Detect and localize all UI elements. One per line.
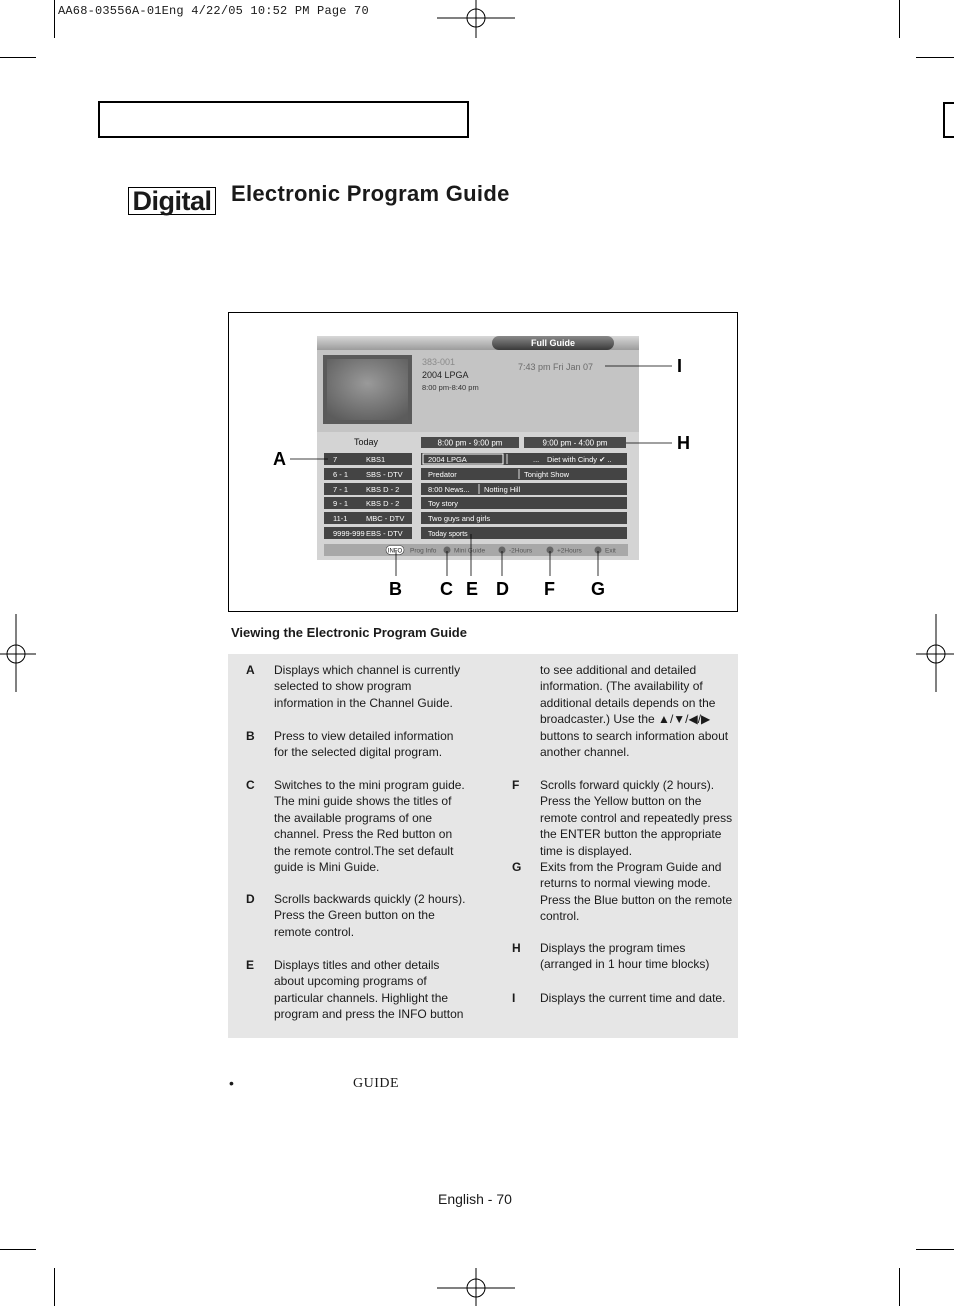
channel-number: 9 - 1 [333, 499, 349, 508]
item-letter: A [246, 663, 255, 677]
callout-f: F [544, 579, 555, 599]
full-guide-tab-label: Full Guide [531, 338, 575, 348]
program-cell[interactable]: Predator [428, 470, 457, 479]
callout-c: C [440, 579, 453, 599]
callout-i: I [677, 356, 683, 376]
guide-grid-area [317, 432, 639, 560]
item-letter: F [512, 778, 520, 792]
print-header: AA68-03556A-01Eng 4/22/05 10:52 PM Page 70 [58, 4, 369, 18]
program-guide-screen [228, 312, 738, 612]
item-letter: C [246, 778, 255, 792]
plus-2hours-label: +2Hours [557, 547, 582, 555]
info-badge-label: INFO [387, 548, 403, 555]
item-text: Press to view detailed information for the selected digital program. [274, 729, 454, 760]
channel-number: 7 - 1 [333, 485, 349, 494]
item-letter: G [512, 860, 522, 874]
program-cell[interactable]: ... [533, 455, 540, 464]
program-cell[interactable]: Notting Hill [484, 485, 521, 494]
channel-name: KBS D - 2 [366, 485, 400, 494]
channel-number: 6 - 1 [333, 470, 349, 479]
exit-label: Exit [605, 547, 616, 555]
callout-d: D [496, 579, 509, 599]
program-cell[interactable]: 2004 LPGA [428, 455, 467, 464]
section-header-box [98, 101, 469, 138]
minus-2hours-label: -2Hours [509, 547, 533, 555]
channel-number: 9999-999 [333, 529, 365, 538]
prog-info-label: Prog Info [410, 547, 437, 555]
channel-number: 7 [333, 455, 338, 464]
item-letter: H [512, 941, 521, 955]
item-text: Displays the program times (arranged in 1 hour time blocks) [540, 941, 710, 972]
callout-b: B [389, 579, 402, 599]
callout-e: E [466, 579, 479, 599]
time-slot-1-label: 8:00 pm - 9:00 pm [437, 438, 503, 448]
item-text: Exits from the Program Guide and returns to normal viewing mode. Press the Blue button on the remote control. [540, 860, 733, 924]
item-text: Displays which channel is currently selected to show program information in the Channel Guide. [274, 663, 461, 710]
today-label: Today [354, 437, 379, 447]
callout-a: A [273, 449, 286, 469]
item-text: to see additional and detailed information. (The availability of additional details depends on the broadcaster.) Use the ▲/▼/◀/▶ buttons to search information about another channel. [540, 663, 729, 760]
item-text: Scrolls forward quickly (2 hours). Press the Yellow button on the remote control and repeatedly press the ENTER button the appropriate time is displayed. [540, 778, 733, 858]
guide-button-word: GUIDE [353, 1076, 400, 1091]
program-cell[interactable]: Toy story [428, 499, 459, 508]
page-title: Electronic Program Guide [231, 181, 510, 206]
item-letter: D [246, 892, 255, 906]
description-panel [228, 654, 738, 1038]
program-cell[interactable]: Today sports [428, 531, 468, 538]
digital-badge: Digital [128, 187, 216, 215]
item-letter: B [246, 729, 255, 743]
preview-channel-number: 383-001 [422, 357, 456, 367]
page-edge-tab [943, 102, 954, 138]
item-text: Displays titles and other details about upcoming programs of particular channels. Highlight the program and press the INFO button [274, 958, 464, 1022]
callout-g: G [591, 579, 606, 599]
program-cell[interactable]: Tonight Show [524, 470, 570, 479]
preview-program-title: 2004 LPGA [422, 370, 469, 380]
preview-window [327, 359, 408, 420]
channel-name: KBS D - 2 [366, 499, 400, 508]
preview-program-time: 8:00 pm-8:40 pm [422, 383, 479, 392]
item-text: Switches to the mini program guide. The mini guide shows the titles of the available programs of one channel. Press the Red button on the remote control.The set default guide is Mini Guide. [274, 778, 465, 875]
page-number: English - 70 [438, 1191, 512, 1207]
figure-caption: Viewing the Electronic Program Guide [231, 625, 467, 640]
program-cell[interactable]: 8:00 News... [428, 485, 470, 494]
item-letter: E [246, 958, 255, 972]
program-cell[interactable]: Two guys and girls [428, 514, 491, 523]
current-clock: 7:43 pm Fri Jan 07 [518, 362, 594, 372]
item-text: Displays the current time and date. [540, 991, 726, 1005]
channel-name: MBC - DTV [366, 514, 405, 523]
channel-number: 11-1 [333, 514, 348, 523]
item-text: Scrolls backwards quickly (2 hours). Press the Green button on the remote control. [274, 892, 466, 939]
item-letter: I [512, 991, 516, 1005]
channel-name: EBS - DTV [366, 529, 403, 538]
callout-h: H [677, 433, 690, 453]
note-bullet: • [229, 1075, 234, 1091]
mini-guide-label: Mini Guide [454, 547, 486, 555]
channel-name: SBS - DTV [366, 470, 403, 479]
program-cell[interactable]: Diet with Cindy ✔ .. [547, 455, 612, 464]
channel-name: KBS1 [366, 455, 386, 464]
time-slot-2-label: 9:00 pm - 4:00 pm [542, 438, 608, 448]
